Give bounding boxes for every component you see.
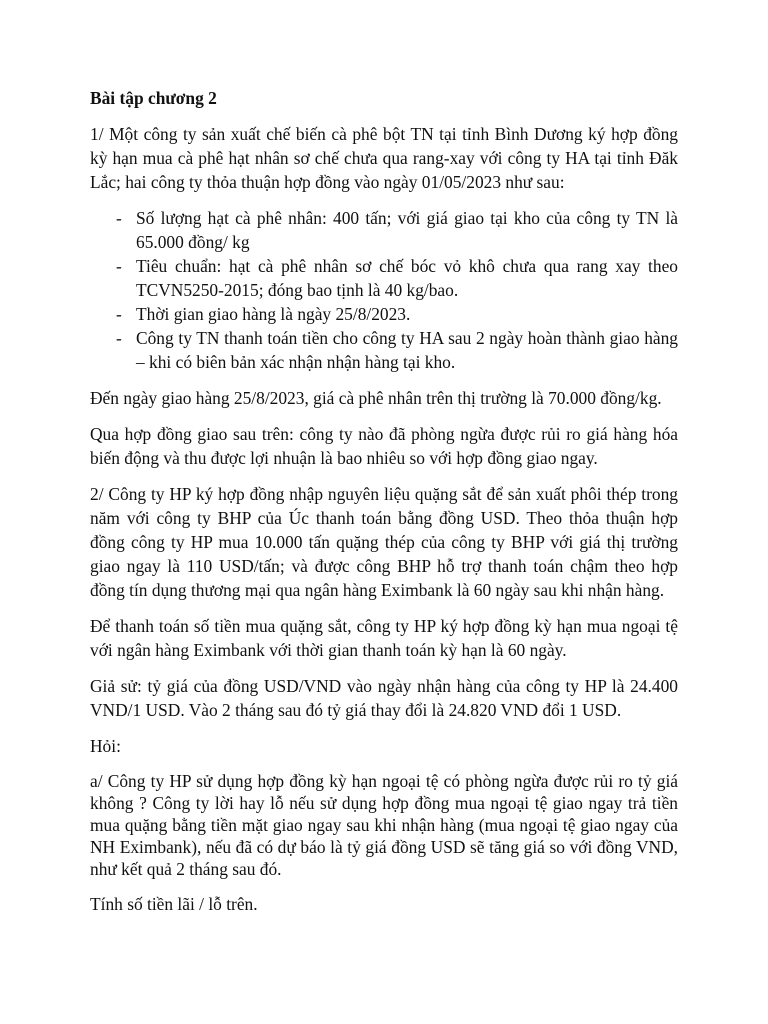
question-2-forward-contract: Để thanh toán số tiền mua quặng sắt, công ty HP ký hợp đồng kỳ hạn mua ngoại tệ với ngân hàng Eximbank với thời gian thanh toán kỳ hạn là 60 ngày. bbox=[90, 616, 678, 660]
document-page bbox=[90, 86, 678, 928]
question-1-intro: 1/ Một công ty sản xuất chế biến cà phê bột TN tại tỉnh Bình Dương ký hợp đồng kỳ hạn mua cà phê hạt nhân sơ chế chưa qua rang-xay với công ty HA tại tỉnh Đăk Lắc; hai công ty thỏa thuận hợp đồng vào ngày 01/05/2023 như sau: bbox=[90, 124, 678, 192]
question-1-market-price: Đến ngày giao hàng 25/8/2023, giá cà phê nhân trên thị trường là 70.000 đồng/kg. bbox=[90, 388, 662, 408]
list-item bbox=[90, 206, 678, 254]
list-item-text: Số lượng hạt cà phê nhân: 400 tấn; với giá giao tại kho của công ty TN là 65.000 đồng/ kg bbox=[136, 208, 678, 252]
bullet-dash: - bbox=[116, 208, 122, 228]
bullet-dash: - bbox=[116, 328, 122, 348]
question-2-part-a: a/ Công ty HP sử dụng hợp đồng kỳ hạn ngoại tệ có phòng ngừa được rủi ro tỷ giá không ? Công ty lời hay lỗ nếu sử dụng hợp đồng mua ngoại tệ giao ngay trả tiền mua quặng bằng tiền mặt giao ngay sau khi nhận hàng (mua ngoại tệ giao ngay của NH Eximbank), nếu đã có dự báo là tỷ giá đồng USD sẽ tăng giá so với đồng VND, như kết quả 2 tháng sau đó. bbox=[90, 771, 678, 879]
question-2-ask-label: Hỏi: bbox=[90, 736, 121, 756]
list-item-text: Tiêu chuẩn: hạt cà phê nhân sơ chế bóc vỏ khô chưa qua rang xay theo TCVN5250-2015; đóng bao tịnh là 40 kg/bao. bbox=[136, 256, 678, 300]
bullet-dash: - bbox=[116, 304, 122, 324]
list-item bbox=[90, 302, 678, 326]
question-2-exchange-rates: Giả sử: tỷ giá của đồng USD/VND vào ngày nhận hàng của công ty HP là 24.400 VND/1 USD. Vào 2 tháng sau đó tỷ giá thay đổi là 24.820 VND đổi 1 USD. bbox=[90, 676, 678, 720]
question-2-intro: 2/ Công ty HP ký hợp đồng nhập nguyên liệu quặng sắt để sản xuất phôi thép trong năm với công ty BHP của Úc thanh toán bằng đồng USD. Theo thỏa thuận hợp đồng công ty HP mua 10.000 tấn quặng thép của công ty BHP với giá thị trường giao ngay là 110 USD/tấn; và được công BHP hỗ trợ thanh toán chậm theo hợp đồng tín dụng thương mại qua ngân hàng Eximbank là 60 ngày sau khi nhận hàng. bbox=[90, 484, 678, 600]
document-title: Bài tập chương 2 bbox=[90, 88, 217, 108]
list-item-text: Công ty TN thanh toán tiền cho công ty HA sau 2 ngày hoàn thành giao hàng – khi có biên bản xác nhận nhận hàng tại kho. bbox=[136, 328, 678, 372]
list-item bbox=[90, 326, 678, 374]
question-2-calculation: Tính số tiền lãi / lỗ trên. bbox=[90, 894, 258, 914]
list-item-text: Thời gian giao hàng là ngày 25/8/2023. bbox=[136, 304, 411, 324]
question-1-terms-list bbox=[90, 206, 678, 374]
bullet-dash: - bbox=[116, 256, 122, 276]
list-item bbox=[90, 254, 678, 302]
question-1-question: Qua hợp đồng giao sau trên: công ty nào đã phòng ngừa được rủi ro giá hàng hóa biến động và thu được lợi nhuận là bao nhiêu so với hợp đồng giao ngay. bbox=[90, 424, 678, 468]
